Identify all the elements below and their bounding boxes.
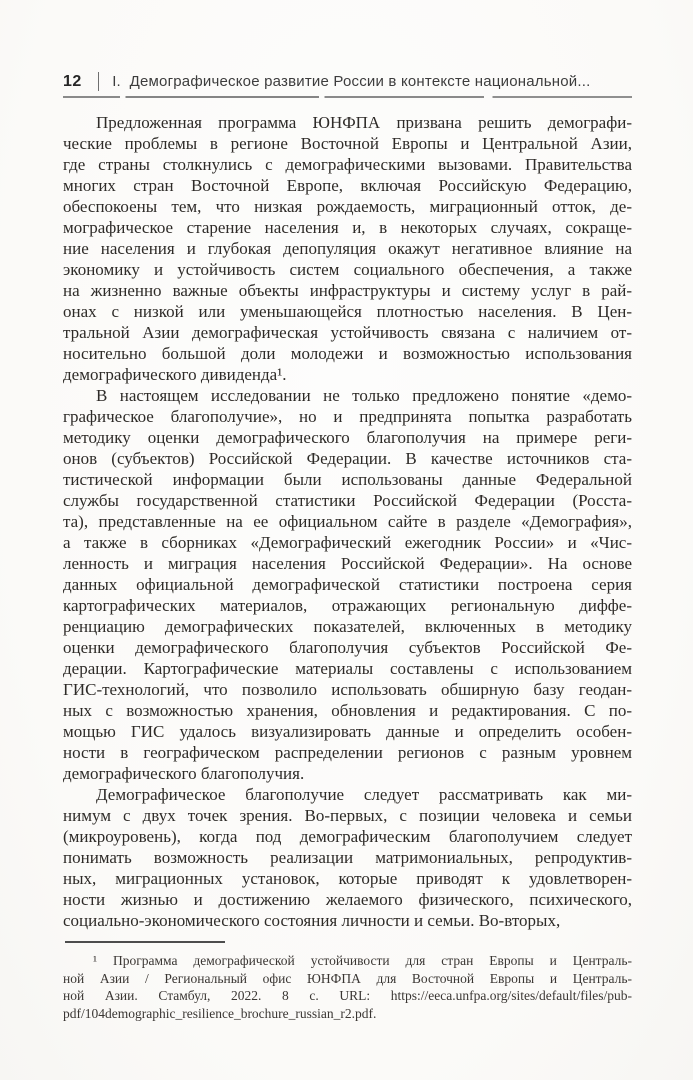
paragraph-2 — [63, 385, 632, 784]
text-line: графическое благополучие», но и предпринята попытка разработать — [63, 407, 632, 426]
text-line: методику оценки демографического благополучия на примере реги- — [63, 428, 632, 447]
paragraph-1 — [63, 112, 632, 385]
paragraph-3 — [63, 784, 632, 931]
chapter-number: I. — [112, 73, 121, 90]
footnote-separator — [65, 941, 225, 943]
text-line: оценки демографического благополучия субъектов Российской Фе- — [63, 638, 632, 657]
page-body — [63, 112, 632, 931]
text-line: Демографическое благополучие следует рассматривать как ми- — [96, 785, 632, 804]
text-line: многих стран Восточной Европе, включая Российскую Федерацию, — [63, 176, 632, 195]
text-line: ренциацию демографических показателей, включенных в методику — [63, 617, 632, 636]
text-line: экономику и устойчивость систем социального обеспечения, а также — [63, 260, 632, 279]
text-line: службы государственной статистики Российской Федерации (Росста- — [63, 491, 632, 510]
text-line: Предложенная программа ЮНФПА призвана решить демографи- — [96, 113, 632, 132]
text-line: ческие проблемы в регионе Восточной Европы и Центральной Азии, — [63, 134, 632, 153]
header-divider — [98, 72, 100, 91]
text-line: ности жизнью и достижению желаемого физического, психического, — [63, 890, 632, 909]
text-line: ¹ Программа демографической устойчивости для стран Европы и Централь- — [93, 953, 632, 968]
text-line: онов (субъектов) Российской Федерации. В качестве источников ста- — [63, 449, 632, 468]
text-line: демографического дивиденда¹. — [63, 365, 287, 384]
text-line: демографического благополучия. — [63, 764, 305, 783]
text-line: ной Азии / Региональный офис ЮНФПА для Восточной Европы и Централь- — [63, 970, 632, 986]
page-header — [63, 72, 632, 91]
text-line: (микроуровень), когда под демографическим благополучием следует — [63, 827, 632, 846]
text-line: тистической информации были использованы данные Федеральной — [63, 470, 632, 489]
text-line: нимум с двух точек зрения. Во-первых, с позиции человека и семьи — [63, 806, 632, 825]
text-line: понимать возможность реализации матримониальных, репродуктив- — [63, 848, 632, 867]
text-line: картографических материалов, отражающих региональную диффе- — [63, 596, 632, 615]
text-line: ГИС-технологий, что позволило использовать обширную базу геодан- — [63, 680, 632, 699]
footnote — [63, 952, 632, 1022]
text-line: где страны столкнулись с демографическими вызовами. Правительства — [63, 155, 632, 174]
text-line: онах с низкой или уменьшающейся плотностью населения. В Цен- — [63, 302, 632, 321]
text-line: ленность и миграция населения Российской Федерации». На основе — [63, 554, 632, 573]
text-line: дерации. Картографические материалы составлены с использованием — [63, 659, 632, 678]
text-line: ние населения и глубокая депопуляция окажут негативное влияние на — [63, 239, 632, 258]
text-line: pdf/104demographic_resilience_brochure_russian_r2.pdf. — [63, 1005, 377, 1021]
text-line: а также в сборниках «Демографический ежегодник России» и «Чис- — [63, 533, 632, 552]
text-line: та), представленные на ее официальном сайте в разделе «Демография», — [63, 512, 632, 531]
text-line: на жизненно важные объекты инфраструктуры и систему услуг в рай- — [63, 281, 632, 300]
text-line: данных официальной демографической статистики построена серия — [63, 575, 632, 594]
text-line: мографическое старение населения и, в некоторых случаях, сокраще- — [63, 218, 632, 237]
text-line: тральной Азии демографическая устойчивость связана с наличием от- — [63, 323, 632, 342]
text-line: носительно большой доли молодежи и возможностью использования — [63, 344, 632, 363]
text-line: обеспокоены тем, что низкая рождаемость, миграционный отток, де- — [63, 197, 632, 216]
text-line: ных, миграционных установок, которые приводят к удовлетворен- — [63, 869, 632, 888]
text-line: социально-экономического состояния личности и семьи. Во-вторых, — [63, 911, 561, 930]
text-line: В настоящем исследовании не только предложено понятие «демо- — [96, 386, 632, 405]
text-line: ных с возможностью хранения, обновления и редактирования. С по- — [63, 701, 632, 720]
chapter-title: Демографическое развитие России в контексте национальной... — [129, 73, 591, 90]
text-line: ной Азии. Стамбул, 2022. 8 с. URL: https://eeca.unfpa.org/sites/default/files/pub- — [63, 988, 632, 1003]
header-rule — [63, 96, 632, 98]
text-line: мощью ГИС удалось визуализировать данные и определить особен- — [63, 722, 632, 741]
page-number: 12 — [63, 72, 82, 90]
text-line: ности в географическом распределении регионов с разным уровнем — [63, 743, 632, 762]
